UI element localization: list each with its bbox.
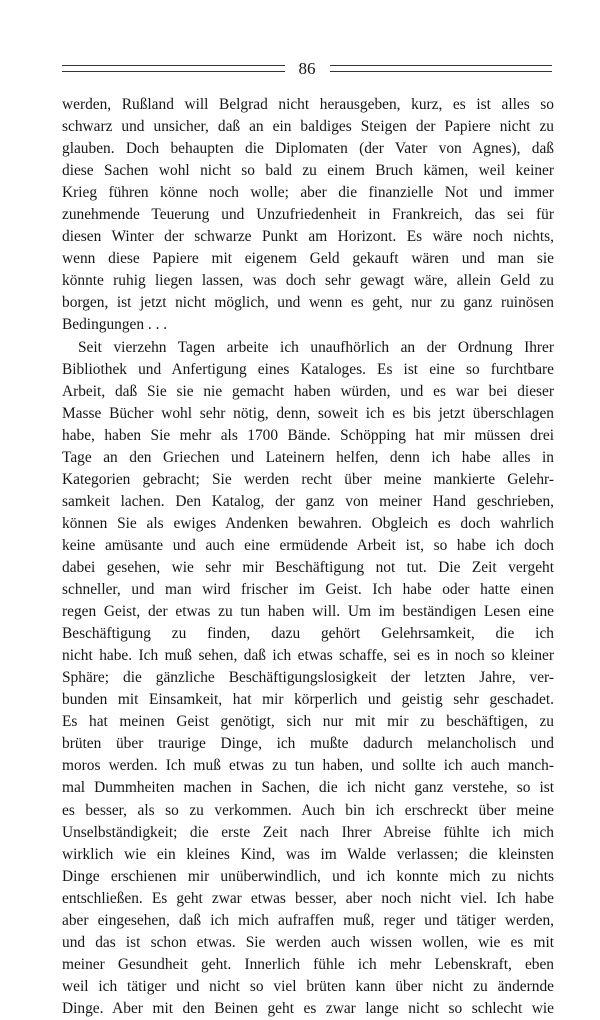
text-line: es besser, als so zu verkommen. Auch bin ich erschreckt über meine [62, 801, 554, 819]
text-line: Dinge erschienen mir unüberwindlich, und ich konnte mich zu nichts [62, 867, 554, 885]
text-line: Tage an den Griechen und Lateinern helfen, denn ich habe alles in [62, 448, 554, 466]
text-line: Bibliothek und Anfertigung eines Kataloges. Es ist eine so furchtbare [62, 360, 554, 378]
text-line: Dinge. Aber mit den Beinen geht es zwar lange nicht so schlecht wie [62, 999, 554, 1017]
text-line: keine amüsante und auch eine ermüdende Arbeit ist, so habe ich doch [62, 536, 554, 554]
text-line: Sphäre; die gänzliche Beschäftigungslosigkeit der letzten Jahre, ver- [62, 669, 554, 687]
text-line: Beschäftigung zu finden, dazu gehört Gelehrsamkeit, die ich [62, 625, 554, 643]
text-line: dabei gesehen, wie sehr mir Beschäftigung not tut. Die Zeit vergeht [62, 558, 554, 576]
text-line: können Sie als ewiges Andenken bewahren. Obgleich es doch wahrlich [62, 514, 554, 532]
text-line: samkeit lachen. Den Katalog, der ganz von meiner Hand geschrieben, [62, 492, 554, 510]
text-line: bunden mit Einsamkeit, hat mir körperlich und geistig sehr geschadet. [62, 691, 554, 709]
body-text [62, 94, 554, 1020]
text-line: habe, haben Sie mehr als 1700 Bände. Schöpping hat mir müssen drei [62, 426, 554, 444]
page-number: 86 [298, 58, 316, 78]
text-line: wenn diese Papiere mit eigenem Geld gekauft wären und man sie [62, 250, 554, 268]
text-line: schneller, und man wird frischer im Geist. Ich habe oder hatte einen [62, 581, 554, 599]
text-line: mal Dummheiten machen in Sachen, die ich nicht ganz verstehe, so ist [62, 779, 554, 797]
page-header [62, 56, 552, 80]
text-line: diesen Winter der schwarze Punkt am Horizont. Es wäre noch nichts, [62, 228, 554, 246]
text-line: zunehmende Teuerung und Unzufriedenheit in Frankreich, das sei für [62, 206, 554, 224]
text-line: wirklich wie ein kleines Kind, was im Walde verlassen; die kleinsten [62, 845, 554, 863]
text-line: moros werden. Ich muß etwas zu tun haben, und sollte ich auch manch- [62, 757, 554, 775]
text-line: regen Geist, der etwas zu tun haben will. Um im beständigen Lesen eine [62, 603, 554, 621]
text-line: Unselbständigkeit; die erste Zeit nach Ihrer Abreise fühlte ich mich [62, 823, 554, 841]
header-rule-left [62, 65, 285, 72]
text-line: schwarz und unsicher, daß an ein baldiges Steigen der Papiere nicht zu [62, 118, 554, 136]
text-line: entschließen. Es geht zwar etwas besser, aber noch nicht viel. Ich habe [62, 889, 554, 907]
text-line: brüten über traurige Dinge, ich mußte dadurch melancholisch und [62, 735, 554, 753]
text-line: und das ist schon etwas. Sie werden auch wissen wollen, wie es mit [62, 933, 554, 951]
text-line: borgen, ist jetzt nicht möglich, und wenn es geht, nur zu ganz ruinösen [62, 294, 554, 312]
text-line: werden, Rußland will Belgrad nicht herausgeben, kurz, es ist alles so [62, 96, 554, 113]
text-line: weil ich tätiger und nicht so viel brüten kann über nicht zu ändernde [62, 977, 554, 995]
text-line: Es hat meinen Geist genötigt, sich nur mit mir zu beschäftigen, zu [62, 713, 554, 731]
text-line: Arbeit, daß Sie sie nie gemacht haben würden, und es war bei dieser [62, 382, 554, 400]
text-line: Seit vierzehn Tagen arbeite ich unaufhörlich an der Ordnung Ihrer [78, 338, 554, 356]
header-rule-right [330, 65, 553, 72]
text-line: Bedingungen . . . [62, 316, 168, 334]
text-line: Krieg führen könne noch wolle; aber die finanzielle Not und immer [62, 184, 554, 202]
text-line: meiner Gesundheit geht. Innerlich fühle ich mehr Lebenskraft, eben [62, 955, 554, 973]
text-line: diese Sachen wohl nicht so bald zu einem Bruch kämen, weil keiner [62, 162, 554, 180]
text-line: glauben. Doch behaupten die Diplomaten (der Vater von Agnes), daß [62, 140, 554, 158]
text-line: aber eingesehen, daß ich mich aufraffen muß, reger und tätiger werden, [62, 911, 554, 929]
text-line: Kategorien gebracht; Sie werden recht über meine mankierte Gelehr- [62, 470, 554, 488]
text-line: nicht habe. Ich muß sehen, daß ich etwas schaffe, sei es in noch so kleiner [62, 647, 554, 665]
text-line: Masse Bücher wohl sehr nötig, denn, soweit ich es bis jetzt überschlagen [62, 404, 554, 422]
text-line: könnte ruhig liegen lassen, was doch sehr gewagt wäre, allein Geld zu [62, 272, 554, 290]
